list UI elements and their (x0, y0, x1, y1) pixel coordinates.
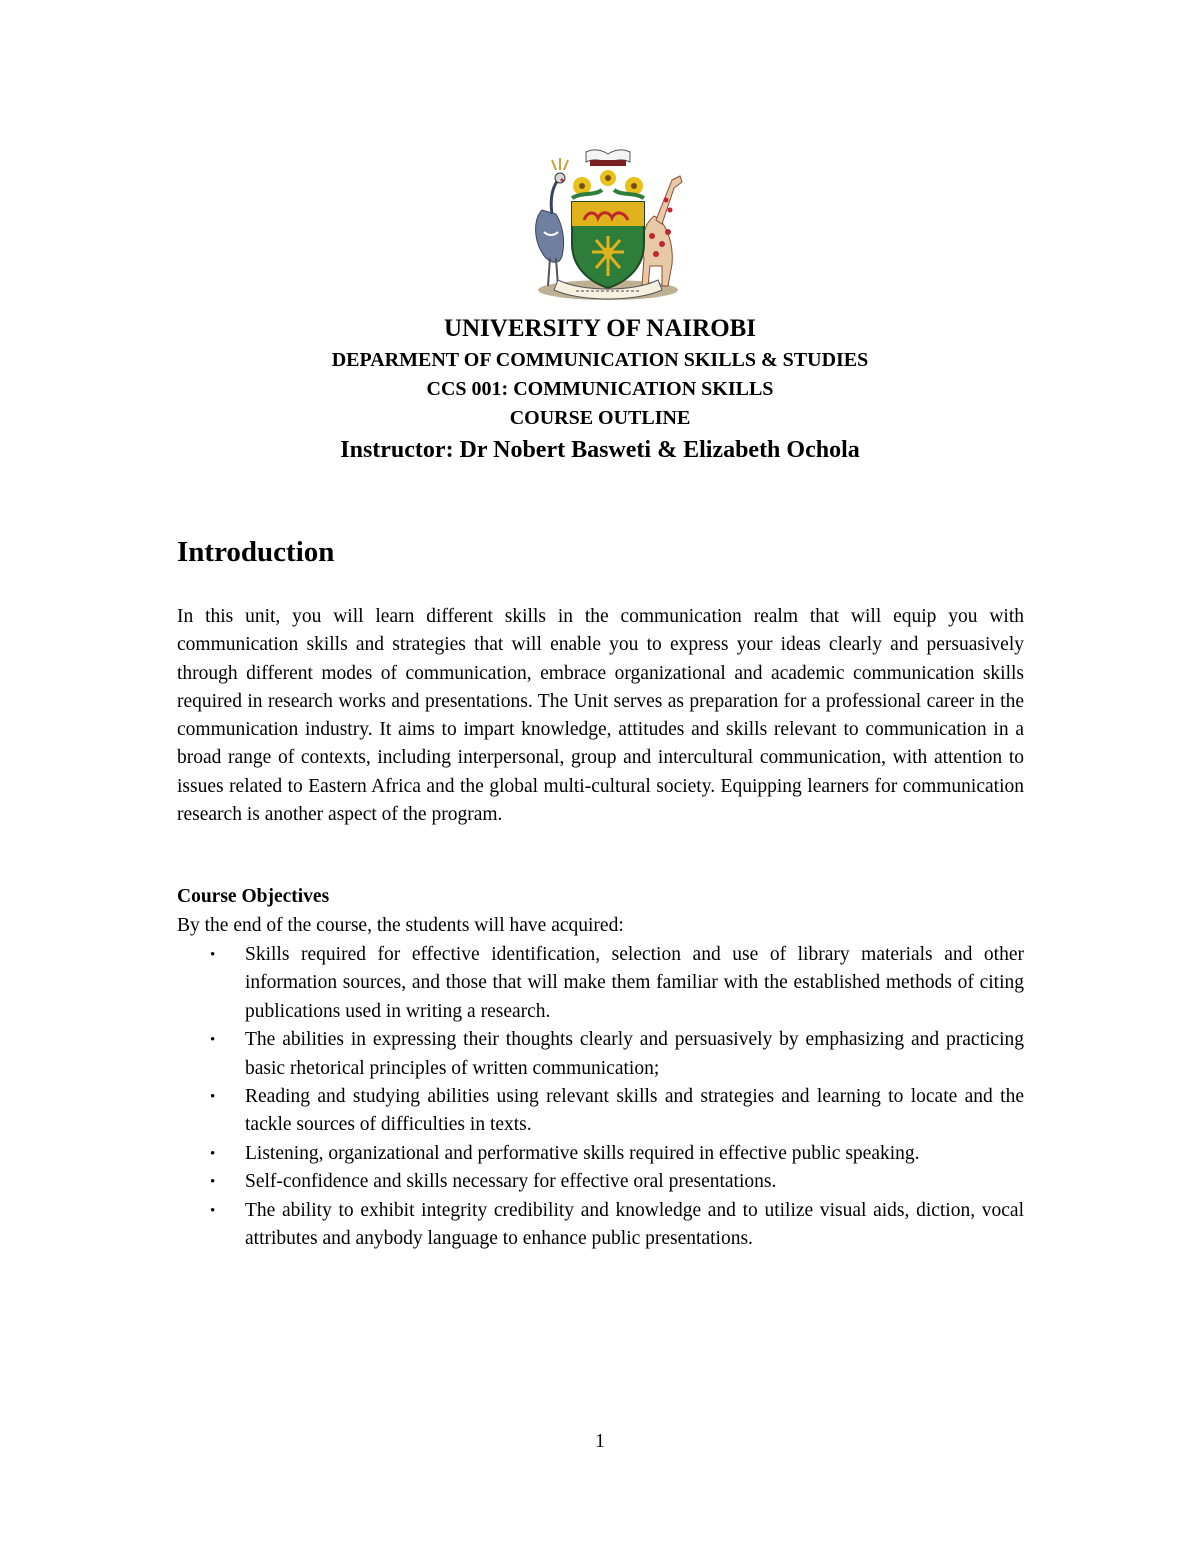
introduction-heading: Introduction (177, 536, 335, 568)
university-crest-logo (522, 140, 694, 305)
list-item (177, 1083, 1024, 1140)
objective-text: Skills required for effective identification, selection and use of library materials and other information sources, and those that will make them familiar with the established methods of citing publications used in writing a research. (245, 944, 1024, 1022)
list-item (177, 1197, 1024, 1254)
objective-text: Reading and studying abilities using relevant skills and strategies and learning to locate and the tackle sources of difficulties in texts. (245, 1086, 1024, 1136)
instructor-line: Instructor: Dr Nobert Basweti & Elizabeth Ochola (340, 437, 860, 463)
open-book-icon (586, 150, 630, 166)
objective-text: Listening, organizational and performative skills required in effective public speaking. (245, 1142, 920, 1164)
list-item (177, 941, 1024, 1026)
course-objectives-heading: Course Objectives (177, 886, 330, 907)
objective-text: Self-confidence and skills necessary for effective oral presentations. (245, 1171, 777, 1193)
bullet-icon: • (210, 1174, 216, 1191)
list-item (177, 1168, 1024, 1196)
objective-text: The abilities in expressing their thoughts clearly and persuasively by emphasizing and practicing basic rhetorical principles of written communication; (245, 1029, 1024, 1079)
list-item (177, 1140, 1024, 1168)
bullet-icon: • (210, 1032, 216, 1049)
giraffe-icon (642, 176, 682, 286)
bullet-icon: • (210, 1089, 216, 1106)
university-name: UNIVERSITY OF NAIROBI (443, 315, 757, 342)
flowers-icon (572, 170, 644, 198)
list-item (177, 1026, 1024, 1083)
document-type: COURSE OUTLINE (509, 407, 691, 429)
objectives-lead-text: By the end of the course, the students will have acquired: (177, 915, 624, 936)
shield-icon (572, 202, 644, 288)
crowned-crane-icon (536, 158, 568, 286)
introduction-paragraph: In this unit, you will learn different skills in the communication realm that will equip you with communication skills and strategies that will enable you to express your ideas clearly and persuasively through different modes of communication, embrace organizational and academic communication skills required in research works and presentations. The Unit serves as preparation for a professional career in the communication industry. It aims to impart knowledge, attitudes and skills relevant to communication in a broad range of contexts, including interpersonal, group and intercultural communication, with attention to issues related to Eastern Africa and the global multi-cultural society. Equipping learners for communication research is another aspect of the program. (177, 606, 1024, 826)
bullet-icon: • (210, 947, 216, 963)
objective-text: The ability to exhibit integrity credibility and knowledge and to utilize visual aids, diction, vocal attributes and anybody language to enhance public presentations. (245, 1199, 1024, 1250)
page-number: 1 (595, 1431, 605, 1452)
bullet-icon: • (210, 1202, 216, 1219)
course-code: CCS 001: COMMUNICATION SKILLS (426, 378, 774, 400)
bullet-icon: • (210, 1145, 216, 1162)
department-name: DEPARMENT OF COMMUNICATION SKILLS & STUDIES (331, 349, 869, 371)
objectives-list (177, 941, 1024, 1253)
